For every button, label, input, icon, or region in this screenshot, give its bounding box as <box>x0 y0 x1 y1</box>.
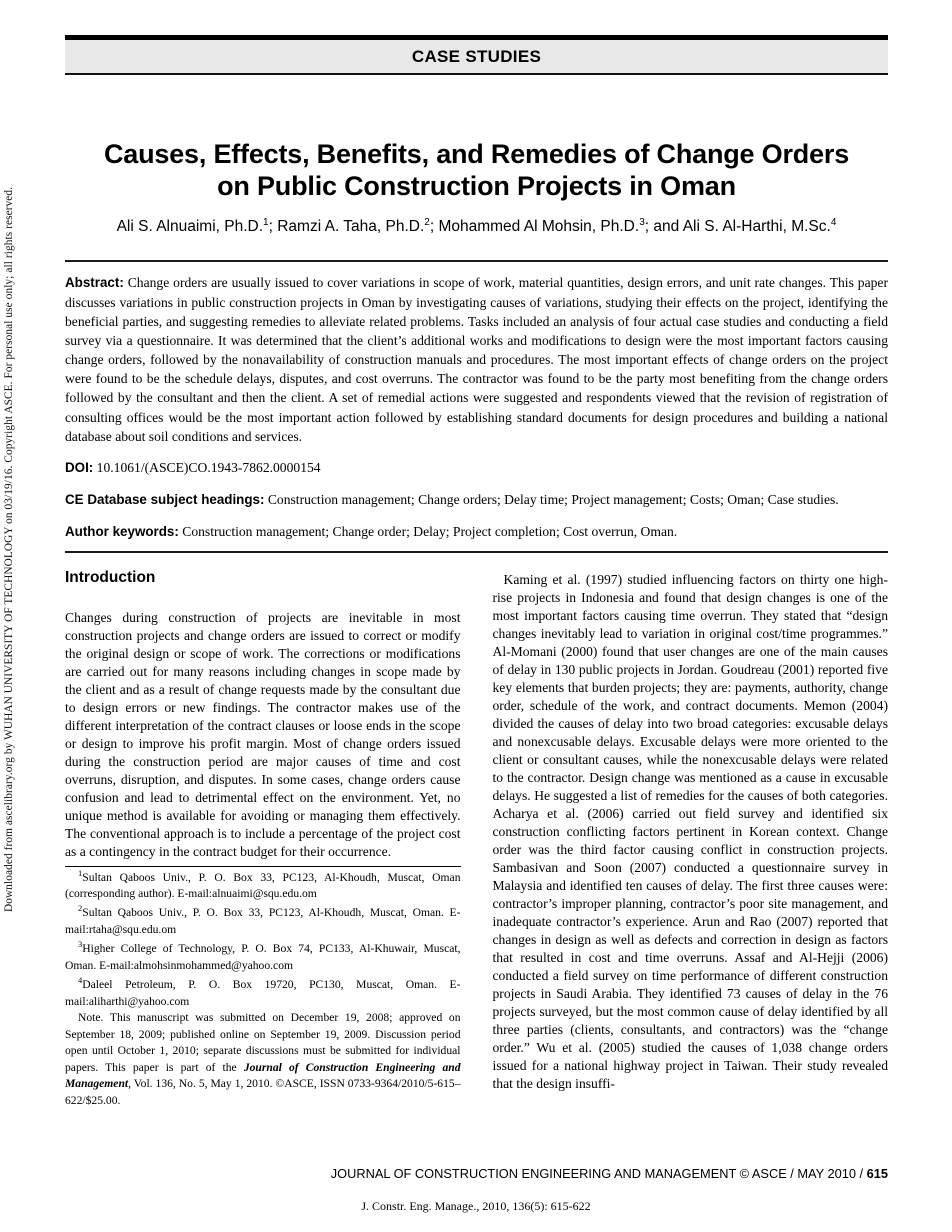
footnote-text: Higher College of Technology, P. O. Box 74, PC133, Al-Khuwair, Muscat, Oman. E-mail:almohsinmohammed@yahoo.com <box>65 942 461 972</box>
ce-database-label: CE Database subject headings: <box>65 491 265 507</box>
abstract-text: Change orders are usually issued to cover variations in scope of work, material quantities, design errors, and unit rate changes. This paper discusses variations in public construction projects in Oman by investigating causes of variations, studying their effects on the project, identifying the beneficial parties, and suggesting remedies to alleviate related problems. Tasks included an analysis of four actual case studies and conducting a field survey via a questionnaire. It was determined that the client’s additional works and modifications to design were the most important factors causing change orders, followed by the nonavailability of construction manuals and procedures. The most important effects of change orders on the project were found to be the schedule delays, disputes, and cost overruns. The contractor was found to be the party most benefiting from the change orders followed by the consultant and then the client. A set of remedial actions were suggested and respondents viewed that the revision of registration of consulting offices would be the most important action followed by establishing standard documents for design procedures and building a national database about soil conditions and services. <box>65 274 888 444</box>
author-affiliation-mark: 1 <box>263 217 269 229</box>
left-column <box>65 567 461 1110</box>
footnote-number: 2 <box>78 903 83 914</box>
author-affiliation-mark: 3 <box>639 217 645 229</box>
introduction-paragraph: Changes during construction of projects are inevitable in most construction projects and change orders are issued to correct or modify the original design or scope of work. The corrections or modifications are carried out for many reasons including changes in scope made by the client and as a result of change requests made by the consultant due to design errors or new findings. The contractor makes use of the different interpretation of the contract clauses or loose ends in the scope or design to improve his profit margin. Most of change orders issued during the construction period are major causes of time and cost overruns, disruption, and disputes. In some cases, change orders cause confusion and lead to detrimental effect on the environment. Yet, no unique method is available for avoiding or managing them effectively. The conventional approach is to include a percentage of the project cost as a contingency in the contract budget for their occurrence. <box>65 609 461 859</box>
doi-label: DOI: <box>65 459 94 475</box>
footnote-2 <box>65 902 461 938</box>
footnote-1 <box>65 867 461 903</box>
section-banner <box>65 35 888 75</box>
footnote-text: Sultan Qaboos Univ., P. O. Box 33, PC123, Al-Khoudh, Muscat, Oman. E-mail:rtaha@squ.edu.om <box>65 906 461 936</box>
author-name: Mohammed Al Mohsin, Ph.D. <box>438 218 640 236</box>
banner-label: CASE STUDIES <box>411 47 542 66</box>
abstract-top-divider <box>65 260 888 262</box>
manuscript-note <box>65 1010 461 1109</box>
journal-footer-text: JOURNAL OF CONSTRUCTION ENGINEERING AND MANAGEMENT © ASCE / MAY 2010 / <box>330 1166 867 1181</box>
right-column <box>493 567 889 1110</box>
footnote-number: 3 <box>78 939 83 950</box>
paper-title <box>65 139 888 202</box>
authors-line: Ali S. Alnuaimi, Ph.D.$^1$; Ramzi A. Taha, Ph.D.$^2$; Mohammed Al Mohsin, Ph.D.$^3$; and Ali S. Al-Harthi, M.Sc.$^4$ <box>116 217 837 236</box>
literature-review-paragraph: Kaming et al. (1997) studied influencing factors on thirty one high-rise projects in Indonesia and found that design changes is one of the most important factors causing time overrun. They stated that “design changes inevitably lead to variation in original cost/time programmes.” Al-Momani (2000) found that user changes are one of the main causes of delay in 130 public projects in Jordan. Goudreau (2001) reported five key elements that burden projects; they are: payments, authority, change order, schedule of the work, and contract documents. Memon (2004) divided the causes of delay into two broad categories: excusable delays and nonexcusable delays. Excusable delays were more oriented to the client or consultant causes, while the nonexcusable delays were related to the contractor. Design change was mentioned as a cause in excusable delays. He suggested a list of remedies for the causes of both categories. Acharya et al. (2006) carried out field survey and identified six construction conflicting factors pertinent in Korean context. Change order was the third factor causing conflict in construction projects. Sambasivan and Soon (2007) conducted a questionnaire survey in Malaysia and identified ten causes of delay. The first three causes were: contractor’s improper planning, contractor’s poor site management, and inadequate contractor’s experience. Arun and Rao (2007) reported that changes in design as well as defects and correction in design as factors that resulted in cost and time overruns. Assaf and Al-Hejji (2006) conducted a field survey on time performance of different construction projects in Saudi Arabia. They identified 73 causes of delay in the 76 projects surveyed, but the most common cause of delay identified by all three parties (clients, consultants, and contractors) was the “change order.” Wu et al. (2005) studied the causes of 1,038 change orders issued for a national highway project in Taiwan. Their study revealed that the design insuffi- <box>492 571 888 1091</box>
footnote-text: Sultan Qaboos Univ., P. O. Box 33, PC123, Al-Khoudh, Muscat, Oman (corresponding author). E-mail:alnuaimi@squ.edu.om <box>65 870 461 900</box>
author-keywords-line <box>65 522 888 542</box>
author-affiliation-mark: 4 <box>830 217 837 229</box>
abstract-bottom-divider <box>65 551 888 553</box>
author-name: Ali S. Al-Harthi, M.Sc. <box>682 218 831 236</box>
ce-database-value: Construction management; Change orders; Delay time; Project management; Costs; Oman; Case studies. <box>267 491 839 507</box>
doi-value: 10.1061/(ASCE)CO.1943-7862.0000154 <box>96 459 321 475</box>
title-line-2: on Public Construction Projects in Oman <box>217 170 736 201</box>
abstract-label: Abstract: <box>65 274 124 290</box>
page-number: 615 <box>866 1166 888 1181</box>
footnote-number: 4 <box>78 975 83 986</box>
author-name: Ali S. Alnuaimi, Ph.D. <box>116 218 264 236</box>
introduction-heading: Introduction <box>65 568 156 586</box>
download-watermark: Downloaded from ascelibrary.org by WUHAN UNIVERSITY OF TECHNOLOGY on 03/19/16. Copyright ASCE. For personal use only; all rights reserved. <box>3 186 15 912</box>
abstract-paragraph <box>65 273 888 446</box>
author-keywords-value: Construction management; Change order; Delay; Project completion; Cost overrun, Oman. <box>182 523 678 539</box>
doi-line <box>65 458 888 478</box>
footnote-text: Daleel Petroleum, P. O. Box 19720, PC130, Muscat, Oman. E-mail:aliharthi@yahoo.com <box>65 978 461 1008</box>
author-name: Ramzi A. Taha, Ph.D. <box>277 218 425 236</box>
title-line-1: Causes, Effects, Benefits, and Remedies of Change Orders <box>103 139 850 169</box>
note-text: Note. This manuscript was submitted on December 19, 2008; approved on September 18, 2009; published online on September 19, 2009. Discussion period open until October 1, 2010; separate discussions must be submitted for individual papers. This paper is part of the <box>65 1011 461 1074</box>
footnote-4 <box>65 974 461 1010</box>
footnote-3 <box>65 938 461 974</box>
ce-database-line <box>65 490 888 510</box>
journal-footer <box>331 1166 888 1181</box>
note-text: , Vol. 136, No. 5, May 1, 2010. ©ASCE, ISSN 0733-9364/2010/5-615–622/$25.00. <box>65 1077 461 1107</box>
citation-line: J. Constr. Eng. Manage., 2010, 136(5): 615-622 <box>361 1199 591 1213</box>
journal-name: Journal of Construction Engineering and Management <box>65 1060 461 1091</box>
footnote-number: 1 <box>78 867 83 878</box>
two-column-body <box>65 567 888 1110</box>
page-content <box>65 35 888 1109</box>
author-affiliation-mark: 2 <box>424 217 430 229</box>
author-keywords-label: Author keywords: <box>65 523 179 539</box>
